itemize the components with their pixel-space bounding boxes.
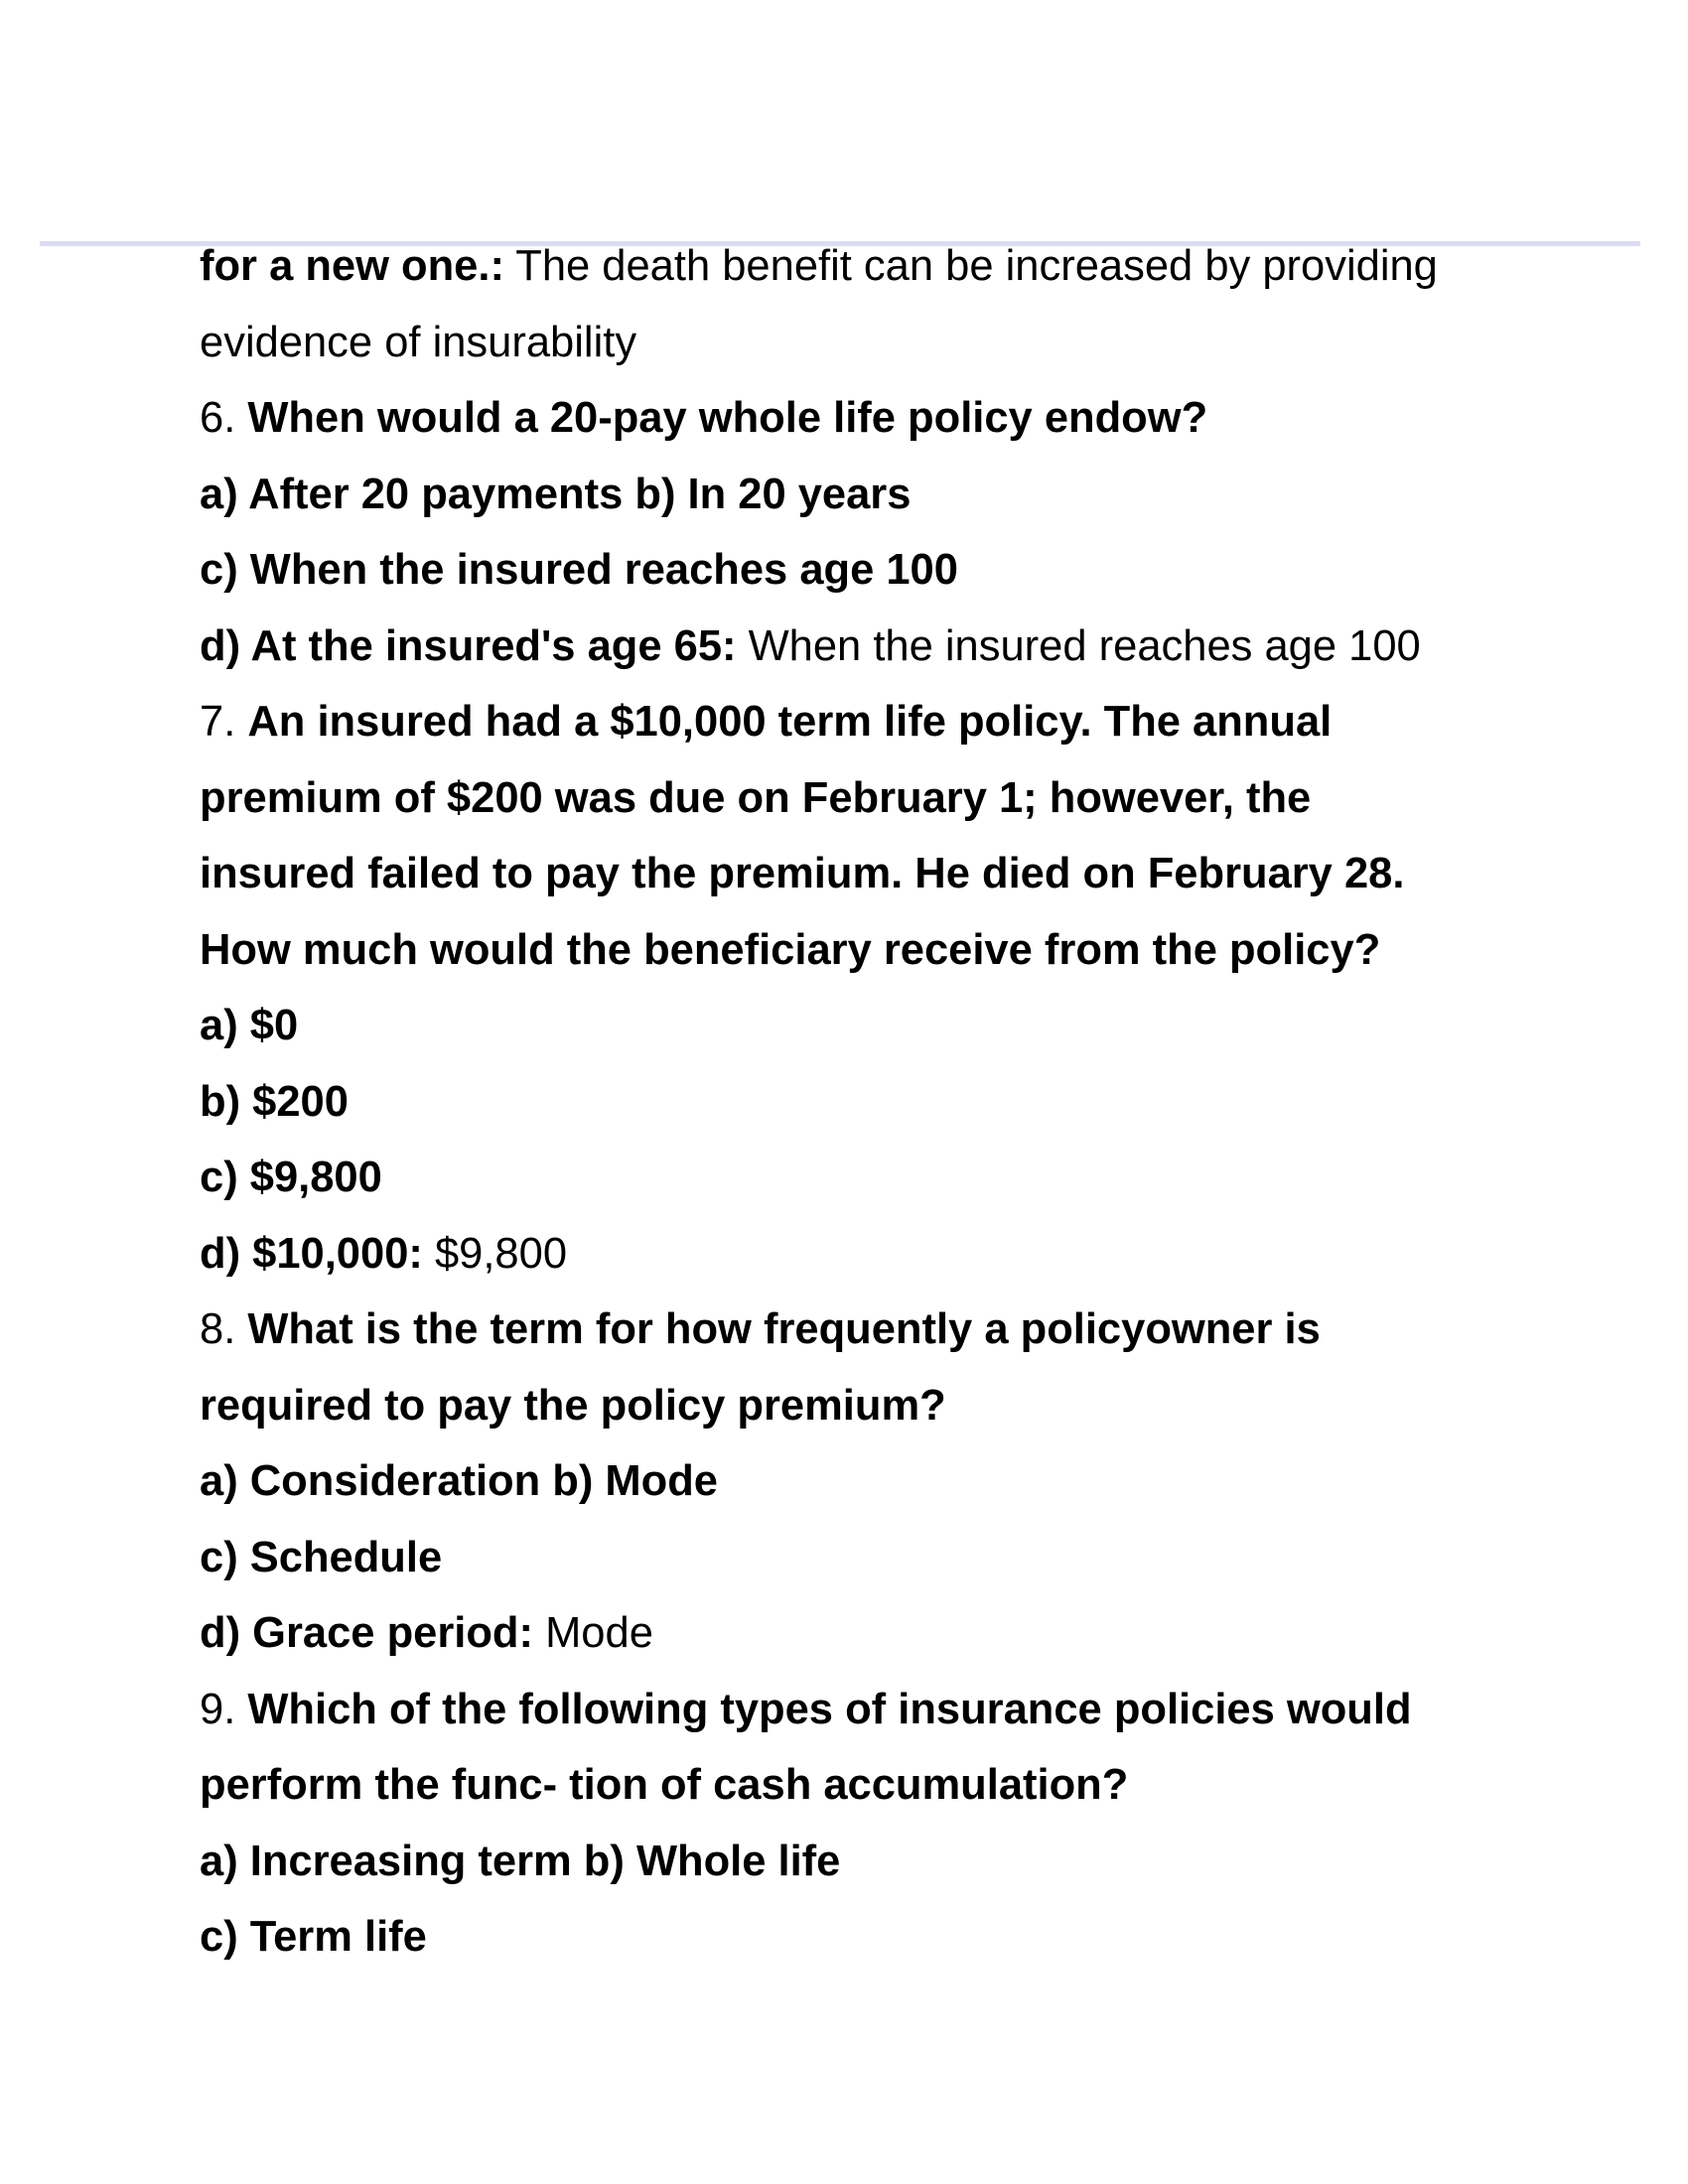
option-line [200,1899,1530,1976]
question-text: required to pay the policy premium? [200,1381,946,1430]
text-line [200,305,1530,381]
question-8 [200,1292,1530,1368]
question-text: An insured had a $10,000 term life policy. The annual [247,698,1333,746]
answer-text: $9,800 [422,1229,568,1278]
question-text-line [200,760,1530,837]
question-text: When would a 20-pay whole life policy endow? [247,394,1208,442]
question-text: Which of the following types of insurance policies would [247,1685,1412,1733]
question-text: insured failed to pay the premium. He died on February 28. [200,850,1405,897]
answer-text: When the insured reaches age 100 [736,621,1421,670]
option-line [200,1520,1530,1596]
option-answer-line [200,1595,1530,1672]
option-text: d) $10,000: [200,1229,423,1278]
document-body [200,228,1530,1976]
option-text: c) Term life [200,1913,427,1961]
question-number: 7. [200,698,248,746]
option-text: c) $9,800 [200,1154,382,1201]
option-text: a) Increasing term b) Whole life [200,1837,841,1885]
option-text: d) Grace period: [200,1609,533,1657]
option-text: a) Consideration b) Mode [200,1457,718,1505]
answer-text: evidence of insurability [200,318,637,366]
question-number: 9. [200,1685,248,1733]
question-text-line [200,912,1530,989]
question-number: 6. [200,394,248,442]
question-text-line [200,836,1530,912]
question-number: 8. [200,1305,248,1353]
option-line [200,988,1530,1064]
option-line [200,1064,1530,1141]
option-text: c) Schedule [200,1533,443,1581]
option-text: a) After 20 payments b) In 20 years [200,470,912,518]
answer-text: The death benefit can be increased by providing [503,242,1438,290]
answer-label: for a new one.: [200,242,504,290]
answer-text: Mode [532,1609,653,1657]
option-text: a) $0 [200,1002,299,1049]
question-text-line [200,1747,1530,1824]
option-text: d) At the insured's age 65: [200,621,737,670]
option-answer-line [200,609,1530,685]
question-6 [200,380,1530,457]
question-text: perform the func- tion of cash accumulation? [200,1761,1129,1809]
question-text: How much would the beneficiary receive from the policy? [200,925,1381,974]
option-line [200,457,1530,533]
question-9 [200,1672,1530,1748]
option-line [200,1824,1530,1900]
option-answer-line [200,1216,1530,1293]
text-line [200,228,1530,305]
question-7 [200,684,1530,760]
option-line [200,1443,1530,1520]
question-text: premium of $200 was due on February 1; however, the [200,773,1312,822]
option-text: b) $200 [200,1077,349,1126]
question-text: What is the term for how frequently a policyowner is [247,1305,1321,1353]
option-line [200,532,1530,609]
question-text-line [200,1368,1530,1444]
option-line [200,1140,1530,1216]
option-text: c) When the insured reaches age 100 [200,546,958,594]
